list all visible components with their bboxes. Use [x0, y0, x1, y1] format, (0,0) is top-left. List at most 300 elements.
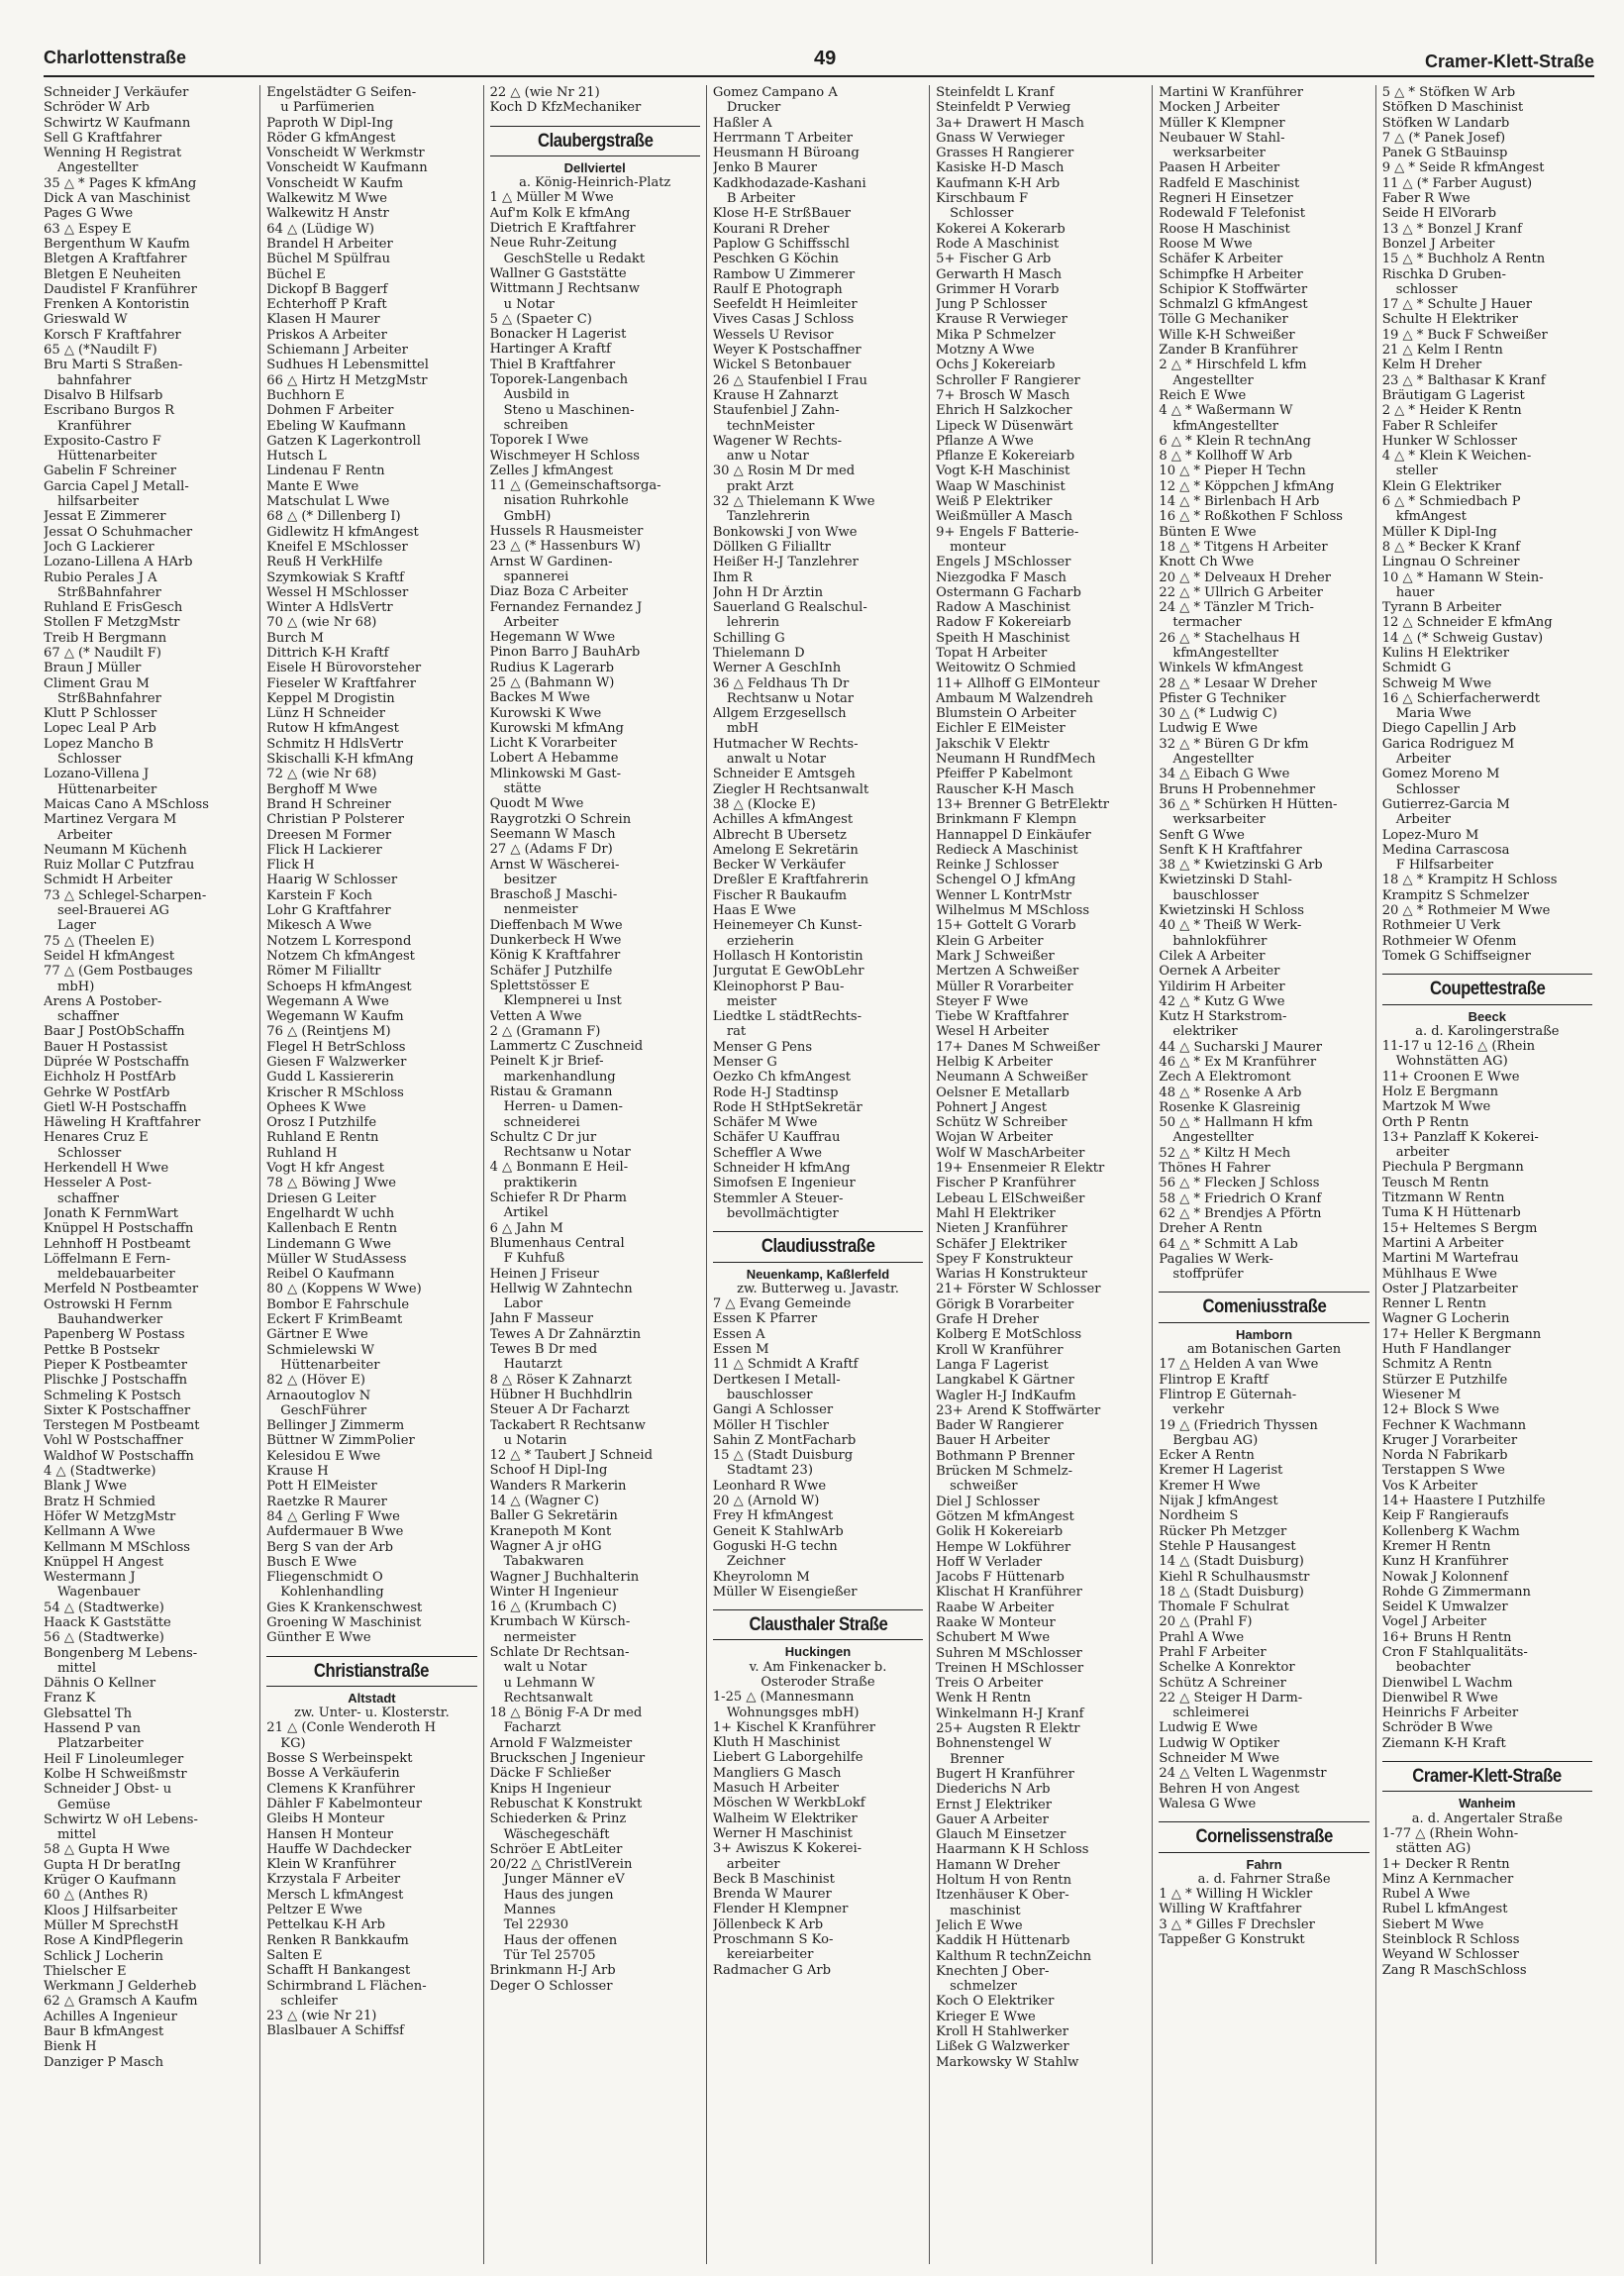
resident-entry: Haßler A [712, 115, 772, 131]
resident-entry: Frenken A Kontoristin [44, 297, 190, 313]
directory-column-4 [713, 85, 930, 2264]
resident-entry: Vonscheidt W Kaufm [266, 175, 403, 191]
resident-entry: Raabe W Arbeiter [936, 1600, 1055, 1615]
resident-entry: Priskos A Arbeiter [266, 327, 387, 343]
resident-entry: Ostermann G Facharb [936, 584, 1081, 600]
resident-entry: Keppel M Drogistin [266, 690, 395, 706]
resident-entry: Krause H Zahnarzt [712, 387, 839, 403]
entry-continuation: Schlosser [57, 1145, 122, 1161]
resident-entry: Liebert G Laborgehilfe [712, 1750, 863, 1766]
resident-entry: Deger O Schlosser [489, 1978, 613, 1994]
street-heading [1382, 1761, 1592, 1787]
resident-entry: Jöllenbeck K Arb [712, 1916, 824, 1932]
resident-entry: 23+ Arend K Stoffwärter [936, 1402, 1101, 1418]
resident-entry: 84 △ Gerling F Wwe [266, 1508, 400, 1524]
resident-entry: Speith H Maschinist [936, 630, 1070, 646]
entry-continuation: u Notar [503, 296, 555, 312]
entry-continuation: Junger Männer eV [503, 1872, 625, 1888]
resident-entry: 2 △ * Heider K Rentn [1381, 403, 1522, 419]
resident-entry: Radmacher G Arb [712, 1962, 832, 1978]
resident-entry: Bugert H Kranführer [936, 1766, 1074, 1782]
resident-entry: Kellmann M MSchloss [44, 1539, 191, 1555]
resident-entry: Schneider E Amtsgeh [712, 767, 856, 782]
resident-entry: Papenberg W Postass [44, 1327, 185, 1343]
resident-entry: Bletgen E Neuheiten [44, 266, 181, 282]
resident-entry: Weitowitz O Schmied [936, 661, 1076, 676]
resident-entry: Gietl W-H Postschaffn [44, 1099, 187, 1115]
resident-entry: Vogt K-H Maschinist [936, 464, 1070, 479]
resident-entry: Dittrich K-H Kraftf [266, 645, 389, 661]
resident-entry: Eichholz H PostfArb [44, 1070, 176, 1086]
entry-continuation: technMeister [726, 418, 815, 434]
resident-entry: Ochs J Kokereiarb [936, 358, 1056, 373]
resident-entry: Ehrich H Salzkocher [936, 403, 1072, 419]
entry-continuation: werksarbeiter [1172, 812, 1266, 828]
resident-entry: Heißer H-J Tanzlehrer [712, 555, 859, 570]
entry-continuation: kereiarbeiter [726, 1947, 814, 1963]
resident-entry: 16 △ Schierfacherwerdt [1381, 690, 1540, 706]
entry-continuation: bahnfahrer [57, 372, 132, 388]
resident-entry: Hutsch L [266, 449, 327, 465]
resident-entry: Huth F Handlanger [1381, 1342, 1511, 1358]
resident-entry: Kokerei A Kokerarb [936, 221, 1066, 237]
resident-entry: Lipeck W Düsenwärt [936, 418, 1073, 434]
resident-entry: 12+ Block S Wwe [1381, 1402, 1500, 1418]
street-divider [713, 1609, 923, 1610]
resident-entry: Neumann M Küchenh [44, 842, 187, 858]
resident-entry: Tölle G Mechaniker [1159, 312, 1288, 328]
resident-entry: Arnold F Walzmeister [489, 1735, 633, 1751]
directory-column-2 [266, 85, 483, 2264]
resident-entry: 21 △ Kelm I Rentn [1381, 343, 1503, 359]
entry-continuation: F Kuhfuß [503, 1251, 565, 1267]
resident-entry: Topat H Arbeiter [936, 645, 1048, 661]
resident-entry: Wiesener M [1381, 1387, 1462, 1402]
resident-entry: Bruckschen J Ingenieur [489, 1751, 646, 1767]
entry-continuation: Wäschegeschäft [503, 1826, 610, 1842]
district-name: Neuenkamp, Kaßlerfeld [713, 1262, 923, 1282]
resident-entry: Glebsattel Th [44, 1706, 133, 1721]
resident-entry: Heusmann H Büroang [712, 146, 860, 161]
resident-entry: Teusch M Rentn [1381, 1175, 1489, 1190]
resident-entry: Mlinkowski M Gast- [489, 766, 622, 781]
resident-entry: Niezgodka F Masch [936, 569, 1066, 585]
resident-entry: 24 △ * Tänzler M Trich- [1159, 600, 1314, 616]
resident-entry: Wagener W Rechts- [712, 433, 843, 449]
resident-entry: Peltzer E Wwe [266, 1903, 362, 1918]
resident-entry: Reibel O Kaufmann [266, 1267, 395, 1283]
resident-entry: Suhren M MSchlosser [936, 1645, 1082, 1661]
resident-entry: Nijak J kfmAngest [1159, 1494, 1278, 1509]
entry-continuation: Maria Wwe [1395, 706, 1472, 722]
resident-entry: 6 △ * Schmiedbach P [1381, 494, 1521, 510]
resident-entry: 63 △ Espey E [44, 221, 132, 237]
entry-continuation: besitzer [503, 872, 557, 887]
entry-continuation: maschinist [950, 1903, 1021, 1918]
entry-continuation: Mannes [503, 1903, 557, 1918]
resident-entry: Bletgen A Kraftfahrer [44, 252, 187, 267]
resident-entry: 6 △ * Klein R technAng [1159, 433, 1311, 449]
resident-entry: Tuma K H Hüttenarb [1381, 1205, 1521, 1221]
entry-continuation: elektriker [1172, 1024, 1238, 1040]
resident-entry: Liedtke L städtRechts- [712, 1009, 863, 1025]
resident-entry: Blaslbauer A Schiffsf [266, 2023, 405, 2039]
resident-entry: Flick H Lackierer [266, 842, 382, 858]
resident-entry: Ludwig E Wwe [1159, 1720, 1258, 1736]
resident-entry: Wenning H Registrat [44, 146, 182, 161]
resident-entry: Gutierrez-Garcia M [1381, 796, 1510, 812]
resident-entry: Schweig M Wwe [1381, 675, 1492, 691]
resident-entry: Willing W Kraftfahrer [1159, 1902, 1302, 1917]
resident-entry: Schütz W Schreiber [936, 1115, 1067, 1131]
resident-entry: Schmalzl G kfmAngest [1159, 297, 1308, 313]
resident-entry: Kaufmann K-H Arb [936, 175, 1061, 191]
resident-entry: 7 △ Evang Gemeinde [712, 1296, 852, 1312]
entry-continuation: Artikel [503, 1205, 549, 1221]
resident-entry: Christian P Polsterer [266, 812, 405, 828]
resident-entry: Pettke B Postsekr [44, 1342, 159, 1358]
resident-entry: Essen K Pfarrer [712, 1311, 818, 1327]
resident-entry: Steinblock R Schloss [1381, 1932, 1520, 1948]
resident-entry: Brandel H Arbeiter [266, 236, 393, 252]
resident-entry: 19 △ (Friedrich Thyssen [1159, 1417, 1318, 1433]
resident-entry: Schäfer K Arbeiter [1159, 252, 1283, 267]
entry-continuation: verkehr [1172, 1402, 1225, 1418]
resident-entry: 48 △ * Rosenke A Arb [1159, 1085, 1302, 1100]
resident-entry: Sudhues H Lebensmittel [266, 358, 429, 373]
resident-entry: Hansen H Monteur [266, 1826, 394, 1842]
resident-entry: Thielemann D [712, 645, 805, 661]
resident-entry: Lammertz C Zuschneid [489, 1039, 644, 1055]
resident-entry: Möller H Tischler [712, 1417, 829, 1433]
resident-entry: Aufdermauer B Wwe [266, 1524, 404, 1540]
entry-continuation: schneiderei [503, 1114, 580, 1130]
resident-entry: Ristau & Gramann [489, 1085, 613, 1099]
entry-continuation: Tel 22930 [503, 1917, 569, 1933]
resident-entry: 4 △ (Stadtwerke) [44, 1464, 156, 1480]
resident-entry: Weyand W Schlosser [1381, 1947, 1519, 1963]
resident-entry: Kwietzinski D Stahl- [1159, 873, 1292, 888]
resident-entry: Bellinger J Zimmerm [266, 1418, 405, 1434]
entry-continuation: bauschlosser [1172, 887, 1260, 903]
resident-entry: Reinke J Schlosser [936, 858, 1059, 874]
entry-continuation: anw u Notar [726, 449, 809, 465]
resident-entry: Klischat H Kranführer [936, 1585, 1082, 1601]
resident-entry: Paproth W Dipl-Ing [266, 115, 393, 131]
resident-entry: Nordheim S [1159, 1508, 1239, 1524]
resident-entry: Diego Capellin J Arb [1381, 721, 1517, 737]
resident-entry: Winkels W kfmAngest [1159, 661, 1303, 676]
resident-entry: Seide H ElVorarb [1381, 206, 1497, 222]
resident-entry: Dreßler E Kraftfahrerin [712, 873, 869, 888]
resident-entry: 34 △ Eibach G Wwe [1159, 767, 1290, 782]
entry-continuation: hauer [1395, 584, 1435, 600]
resident-entry: 15+ Gottelt G Vorarb [936, 918, 1076, 934]
entry-continuation: kfmAngestellter [1172, 645, 1278, 661]
resident-entry: Zander B Kranführer [1159, 343, 1298, 359]
resident-entry: Paplow G Schiffsschl [712, 236, 850, 252]
resident-entry: Schmeling K Postsch [44, 1388, 181, 1403]
resident-entry: Mahl H Elektriker [936, 1205, 1056, 1221]
resident-entry: Kurowski K Wwe [489, 705, 602, 721]
resident-entry: Haas E Wwe [712, 903, 796, 919]
resident-entry: Rode A Maschinist [936, 236, 1060, 252]
resident-entry: 19 △ * Buck F Schweißer [1381, 327, 1548, 343]
resident-entry: 21 △ (Conle Wenderoth H [266, 1720, 436, 1736]
resident-entry: Wittmann J Rechtsanw [489, 281, 640, 297]
resident-entry: 46 △ * Ex M Kranführer [1159, 1055, 1317, 1070]
resident-entry: Kasiske H-D Masch [936, 160, 1065, 176]
entry-continuation: Haus des jungen [503, 1887, 614, 1903]
resident-entry: Norda N Fabrikarb [1381, 1448, 1508, 1464]
resident-entry: Achilles A Ingenieur [44, 2009, 177, 2024]
resident-entry: Licht K Vorarbeiter [489, 736, 617, 752]
resident-entry: Arnst W Gardinen- [489, 554, 613, 569]
entry-continuation: GeschStelle u Redakt [503, 251, 646, 266]
entry-continuation: nisation Ruhrkohle [503, 493, 629, 509]
resident-entry: Essen A [712, 1326, 765, 1342]
resident-entry: Engels J MSchlosser [936, 555, 1071, 570]
resident-entry: Treib H Bergmann [44, 630, 167, 646]
resident-entry: Medina Carrascosa [1381, 842, 1510, 858]
resident-entry: 3a+ Drawert H Masch [936, 115, 1084, 131]
resident-entry: 68 △ (* Dillenberg I) [266, 509, 401, 525]
resident-entry: Martzok M Wwe [1381, 1099, 1491, 1115]
resident-entry: Kroll W Kranführer [936, 1342, 1064, 1358]
entry-continuation: Lager [57, 918, 96, 934]
entry-continuation: monteur [950, 539, 1006, 555]
resident-entry: Keip F Rangieraufs [1381, 1508, 1509, 1524]
resident-entry: 7+ Brosch W Masch [936, 387, 1070, 403]
resident-entry: Tomek G Schiffseigner [1381, 948, 1531, 964]
entry-continuation: Schlosser [950, 206, 1014, 222]
resident-entry: Gangi A Schlosser [712, 1402, 834, 1418]
resident-entry: Klasen H Maurer [266, 312, 380, 328]
resident-entry: Gabelin F Schreiner [44, 464, 176, 479]
resident-entry: Müller M SprechstH [44, 1917, 179, 1933]
entry-continuation: Wohnstätten AG) [1395, 1054, 1508, 1070]
resident-entry: 80 △ (Koppens W Wwe) [266, 1282, 422, 1297]
resident-entry: Koch O Elektriker [936, 1994, 1055, 2010]
resident-entry: Gies K Krankenschwest [266, 1600, 423, 1615]
resident-entry: Grasses H Rangierer [936, 146, 1074, 161]
resident-entry: Rücker Ph Metzger [1159, 1523, 1287, 1539]
resident-entry: Gehrke W PostfArb [44, 1085, 170, 1100]
resident-entry: Schroller F Rangierer [936, 372, 1080, 388]
resident-entry: Ernst J Elektriker [936, 1797, 1053, 1812]
resident-entry: 6 △ Jahn M [489, 1220, 563, 1236]
entry-continuation: Rechtsanw u Notar [503, 1145, 631, 1161]
resident-entry: 12 △ * Taubert J Schneid [489, 1448, 653, 1464]
resident-entry: Krischer R MSchloss [266, 1085, 404, 1100]
resident-entry: Terstegen M Postbeamt [44, 1418, 200, 1434]
resident-entry: Jessat O Schuhmacher [44, 524, 193, 540]
resident-entry: Schütz A Schreiner [1159, 1675, 1286, 1691]
resident-entry: 4 △ Bonmann E Heil- [489, 1160, 629, 1176]
resident-entry: Tewes B Dr med [489, 1342, 598, 1358]
resident-entry: Fischer R Baukaufm [712, 887, 848, 903]
resident-entry: Burch M [266, 630, 324, 646]
resident-entry: 1-25 △ (Mannesmann [712, 1690, 855, 1706]
resident-entry: Bonkowski J von Wwe [712, 524, 858, 540]
resident-entry: Schröder B Wwe [1381, 1720, 1493, 1736]
resident-entry: Kurowski M kfmAng [489, 720, 624, 736]
resident-entry: Franz K [44, 1691, 96, 1707]
resident-entry: Pinon Barro J BauhArb [489, 645, 641, 661]
resident-entry: 38 △ * Kwietzinski G Arb [1159, 858, 1323, 874]
resident-entry: Oezko Ch kfmAngest [712, 1070, 852, 1086]
resident-entry: Gidlewitz H kfmAngest [266, 524, 419, 540]
resident-entry: 60 △ (Anthes R) [44, 1888, 149, 1904]
resident-entry: Eichler E ElMeister [936, 721, 1066, 737]
resident-entry: Splettstösser E [489, 978, 590, 993]
resident-entry: Schneider H kfmAng [712, 1161, 851, 1177]
resident-entry: Climent Grau M [44, 675, 150, 691]
resident-entry: Hannappel D Einkäufer [936, 827, 1091, 843]
resident-entry: Brand H Schreiner [266, 796, 391, 812]
resident-entry: Pettelkau K-H Arb [266, 1917, 385, 1933]
resident-entry: Hauffe W Dachdecker [266, 1841, 412, 1857]
resident-entry: Schmidt G [1381, 661, 1452, 676]
resident-entry: Waap W Maschinist [936, 478, 1066, 494]
resident-entry: Szymkowiak S Kraftf [266, 569, 405, 585]
resident-entry: Schäfer J Elektriker [936, 1236, 1067, 1252]
resident-entry: Stemmler A Steuer- [712, 1190, 844, 1206]
resident-entry: Zech A Elektromont [1159, 1070, 1291, 1086]
resident-entry: 11-17 u 12-16 △ (Rhein [1381, 1039, 1536, 1055]
entry-continuation: Arbeiter [57, 827, 113, 843]
resident-entry: Fieseler W Kraftfahrer [266, 675, 417, 691]
resident-entry: Wenk H Rentn [936, 1691, 1032, 1707]
street-name: Clausthaler Straße [749, 1614, 887, 1636]
resident-entry: Garica Rodriguez M [1381, 736, 1515, 752]
entry-continuation: stoffprüfer [1172, 1267, 1244, 1283]
entry-continuation: arbeiter [1395, 1145, 1450, 1161]
resident-entry: Escribano Burgos R [44, 403, 175, 419]
resident-entry: Rischka D Gruben- [1381, 266, 1506, 282]
resident-entry: Notzem Ch kfmAngest [266, 948, 415, 964]
resident-entry: Diaz Boza C Arbeiter [489, 584, 628, 600]
resident-entry: Rudius K Lagerarb [489, 660, 615, 675]
resident-entry: Lißek G Walzwerker [936, 2039, 1069, 2055]
street-divider [490, 126, 700, 127]
resident-entry: Roose H Maschinist [1159, 221, 1290, 237]
resident-entry: Exposito-Castro F [44, 433, 161, 449]
resident-entry: Döllken G Filialltr [712, 539, 831, 555]
resident-entry: Dunkerbeck H Wwe [489, 933, 622, 949]
resident-entry: Kroll H Stahlwerker [936, 2024, 1068, 2039]
street-divider [713, 1231, 923, 1232]
resident-entry: Driesen G Leiter [266, 1190, 376, 1206]
entry-continuation: meldebauarbeiter [57, 1267, 175, 1283]
resident-entry: Klein G Arbeiter [936, 933, 1044, 949]
resident-entry: Ruiz Mollar C Putzfrau [44, 858, 195, 874]
street-name: Cornelissenstraße [1195, 1826, 1333, 1848]
resident-entry: Bünten E Wwe [1159, 524, 1257, 540]
resident-entry: Wallner G Gaststätte [489, 265, 627, 281]
resident-entry: Bombor E Fahrschule [266, 1296, 410, 1312]
resident-entry: Baller G Sekretärin [489, 1508, 618, 1524]
resident-entry: Bratz H Schmied [44, 1494, 156, 1509]
entry-continuation: Drucker [726, 100, 781, 116]
resident-entry: 17+ Danes M Schweißer [936, 1039, 1100, 1055]
resident-entry: 13+ Brenner G BetrElektr [936, 796, 1110, 812]
resident-entry: Senft G Wwe [1159, 827, 1245, 843]
resident-entry: Stürzer E Putzhilfe [1381, 1372, 1508, 1388]
entry-continuation: Hüttenarbeiter [57, 449, 157, 465]
resident-entry: Hassend P van [44, 1721, 141, 1737]
entry-continuation: mbH) [57, 979, 95, 994]
resident-entry: 22 △ (wie Nr 21) [489, 85, 600, 100]
entry-continuation: Wohnungsges mbH) [726, 1705, 860, 1720]
resident-entry: 44 △ Sucharski J Maurer [1159, 1039, 1323, 1055]
entry-continuation: B Arbeiter [726, 191, 795, 207]
resident-entry: Kulins H Elektriker [1381, 645, 1509, 661]
resident-entry: Senft K H Kraftfahrer [1159, 842, 1302, 858]
street-name: Claubergstraße [537, 130, 653, 152]
resident-entry: Möschen W WerkbLokf [712, 1796, 865, 1811]
entry-continuation: nenmeister [503, 902, 578, 918]
resident-entry: Kirschbaum F [936, 191, 1029, 207]
resident-entry: Müller K Klempner [1159, 115, 1285, 131]
resident-entry: 9 △ * Seide R kfmAngest [1381, 160, 1545, 176]
resident-entry: Kutz H Starkstrom- [1159, 1009, 1287, 1025]
resident-entry: Rubel A Wwe [1381, 1887, 1471, 1903]
entry-continuation: schleifer [280, 1993, 338, 2009]
resident-entry: Sixter K Postschaffner [44, 1402, 191, 1418]
resident-entry: 82 △ (Höver E) [266, 1373, 365, 1389]
street-divider [266, 1656, 476, 1657]
resident-entry: Blumstein O Arbeiter [936, 706, 1076, 722]
resident-entry: Lozano-Lillena A HArb [44, 555, 193, 570]
resident-entry: 1-77 △ (Rhein Wohn- [1381, 1825, 1519, 1841]
directory-column-6 [1159, 85, 1375, 2264]
resident-entry: Krumbach W Kürsch- [489, 1614, 631, 1630]
resident-entry: Werner H Maschinist [712, 1825, 853, 1841]
resident-entry: Braun J Müller [44, 661, 142, 676]
resident-entry: Kellmann A Wwe [44, 1524, 155, 1540]
resident-entry: 15 △ (Stadt Duisburg [712, 1448, 854, 1464]
resident-entry: Heinen J Friseur [489, 1266, 599, 1282]
resident-entry: Markowsky W Stahlw [936, 2054, 1079, 2070]
entry-continuation: Bauhandwerker [57, 1312, 163, 1328]
resident-entry: Rutow H kfmAngest [266, 721, 399, 737]
resident-entry: Yildirim H Arbeiter [1159, 979, 1285, 994]
entry-continuation: Arbeiter [1395, 812, 1451, 828]
resident-entry: Schneider J Obst- u [44, 1782, 172, 1798]
resident-entry: 50 △ * Hallmann H kfm [1159, 1115, 1313, 1131]
entry-continuation: arbeiter [726, 1856, 780, 1872]
district-name: Altstadt [266, 1686, 476, 1706]
resident-entry: Maicas Cano A MSchloss [44, 796, 209, 812]
resident-entry: Henares Cruz E [44, 1130, 149, 1146]
resident-entry: Jacobs F Hüttenarb [936, 1570, 1065, 1586]
resident-entry: Krüger O Kaufmann [44, 1873, 176, 1889]
resident-entry: Schmitz A Rentn [1381, 1357, 1492, 1373]
resident-entry: Warias H Konstrukteur [936, 1267, 1088, 1283]
resident-entry: Rothmeier W Ofenm [1381, 933, 1517, 949]
resident-entry: 11+ Croonen E Wwe [1381, 1069, 1520, 1085]
resident-entry: Müller K Dipl-Ing [1381, 524, 1497, 540]
resident-entry: Blumenhaus Central [489, 1235, 625, 1251]
resident-entry: Becker W Verkäufer [712, 858, 846, 874]
resident-entry: Echterhoff P Kraft [266, 297, 387, 313]
resident-entry: Bruns H Probennehmer [1159, 781, 1316, 797]
resident-entry: Reich E Wwe [1159, 387, 1247, 403]
resident-entry: Nowak J Kolonnenf [1381, 1569, 1508, 1585]
resident-entry: Gnass W Verwieger [936, 130, 1065, 146]
resident-entry: Büchel E [266, 266, 326, 282]
